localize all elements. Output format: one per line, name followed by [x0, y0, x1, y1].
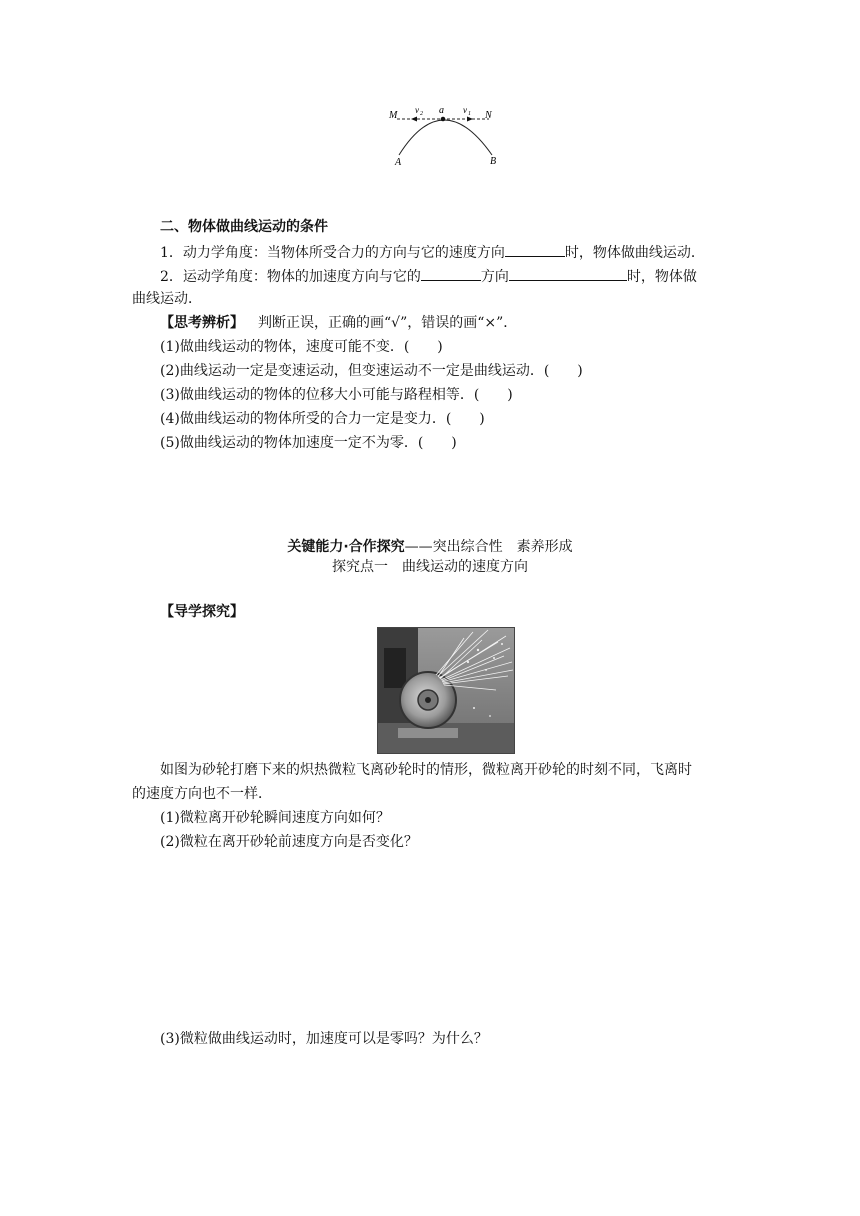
- item1-text-a: 1．动力学角度：当物体所受合力的方向与它的速度方向: [160, 245, 505, 261]
- label-A: A: [395, 157, 402, 168]
- condition-item-1: [160, 244, 705, 260]
- explore-subtitle: 探究点一 曲线运动的速度方向: [332, 559, 528, 575]
- judge-question-2: (2)曲线运动一定是变速运动，但变速运动不一定是曲线运动．( ): [160, 363, 583, 379]
- condition-item-2: [160, 268, 697, 284]
- label-v1-sub: 1: [468, 111, 471, 117]
- judge-question-5: (5)做曲线运动的物体加速度一定不为零．( ): [160, 435, 457, 451]
- blank-2: [421, 268, 481, 281]
- item2-text-b: 方向: [480, 269, 509, 285]
- label-N: N: [485, 110, 492, 121]
- item2-text-a: 2．运动学角度：物体的加速度方向与它的: [160, 269, 421, 285]
- item1-text-b: 时，物体做曲线运动．: [564, 245, 705, 261]
- curve-arc: [399, 120, 492, 155]
- point-a: [441, 117, 446, 122]
- guide-question-3: (3)微粒做曲线运动时，加速度可以是零吗？为什么？: [160, 1031, 488, 1047]
- label-B: B: [490, 156, 497, 167]
- guide-question-1: (1)微粒离开砂轮瞬间速度方向如何？: [160, 810, 390, 826]
- guide-question-2: (2)微粒在离开砂轮前速度方向是否变化？: [160, 834, 418, 850]
- arrow-v1: [467, 117, 473, 122]
- label-v2-sub: 2: [420, 111, 423, 117]
- think-tag: 【思考辨析】: [160, 315, 244, 331]
- guide-tag: 【导学探究】: [160, 604, 244, 620]
- judge-question-3: (3)做曲线运动的物体的位移大小可能与路程相等．( ): [160, 387, 513, 403]
- think-instruction: 判断正误，正确的画“√”，错误的画“×”．: [258, 315, 518, 331]
- key-title-rest: ——突出综合性 素养形成: [404, 539, 573, 555]
- label-a: a: [439, 105, 444, 116]
- section-heading: 二、物体做曲线运动的条件: [160, 219, 328, 235]
- key-title: [0, 540, 860, 554]
- think-line: [160, 316, 517, 330]
- label-v1: v: [463, 105, 467, 115]
- grinding-wheel-photo: [377, 627, 515, 754]
- curve-tangent-diagram: [385, 103, 505, 175]
- blank-3: [509, 268, 627, 281]
- item2-text-c: 时，物体做: [626, 269, 697, 285]
- judge-question-1: (1)做曲线运动的物体，速度可能不变．( ): [160, 339, 443, 355]
- judge-question-4: (4)做曲线运动的物体所受的合力一定是变力．( ): [160, 411, 485, 427]
- arrow-v2: [411, 117, 417, 122]
- photo-drawing: [378, 628, 514, 753]
- label-M: M: [389, 110, 398, 121]
- key-title-bold: 关键能力·合作探究: [287, 539, 405, 555]
- blank-1: [505, 244, 565, 257]
- guide-paragraph-line-2: 的速度方向也不一样．: [132, 786, 272, 802]
- item2-continuation: 曲线运动．: [132, 291, 202, 307]
- guide-paragraph-line-1: 如图为砂轮打磨下来的炽热微粒飞离砂轮时的情形，微粒离开砂轮的时刻不同，飞离时: [160, 762, 692, 778]
- label-v2: v: [415, 105, 419, 115]
